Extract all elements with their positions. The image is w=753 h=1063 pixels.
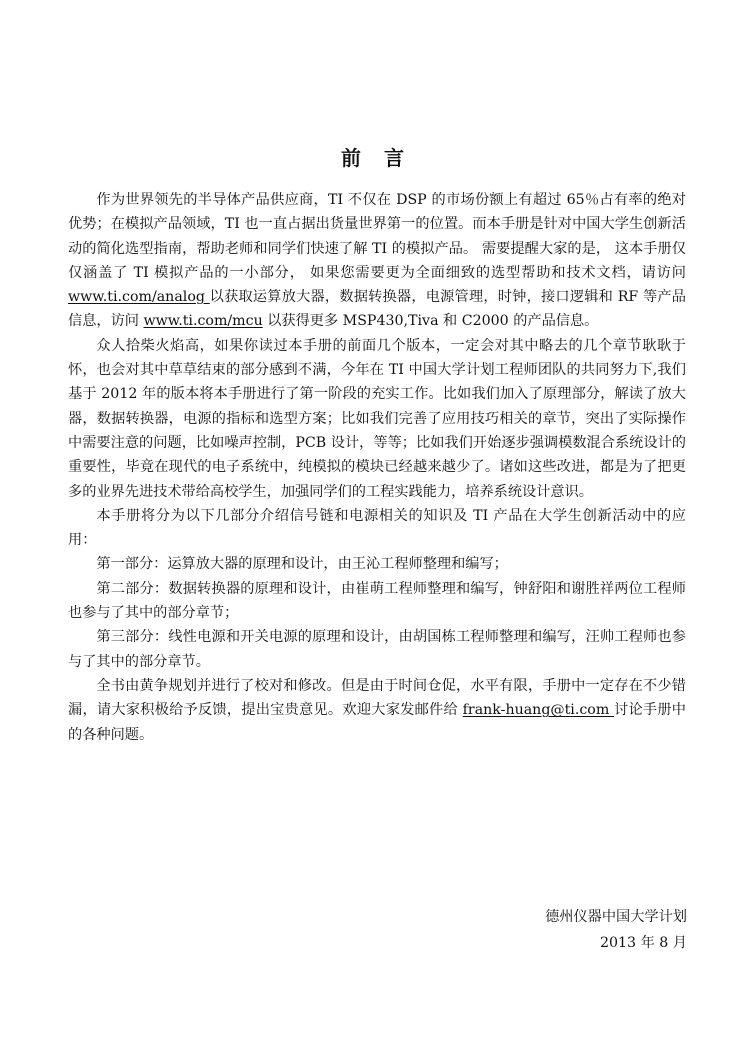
paragraph-feedback — [68, 674, 686, 747]
signature-block — [545, 904, 687, 956]
paragraph-part-one: 第一部分：运算放大器的原理和设计，由王沁工程师整理和编写； — [96, 556, 508, 573]
paragraph-intro-text-2: 以获取运算放大器，数据转换器，电源管理，时钟，接口逻辑和 RF 等产品信息，访问 — [68, 289, 686, 330]
signature-organization: 德州仪器中国大学计划 — [545, 909, 687, 925]
paragraph-intro-text-1: 作为世界领先的半导体产品供应商，TI 不仅在 DSP 的市场份额上有超过 65％占有率的绝对优势；在模拟产品领域，TI 也一直占据出货量世界第一的位置。而本手册是针对中国大学生创新活动的简化选型指南，帮助老师和同学们快速了解 TI 的模拟产品。 需要提醒大家的是， 这本手册仅仅涵盖了 TI 模拟产品的一小部分， 如果您需要更为全面细致的选型帮助和技术文档，请访问 — [68, 192, 686, 281]
paragraph-improvements: 众人拾柴火焰高，如果你读过本手册的前面几个版本，一定会对其中略去的几个章节耿耿于怀，也会对其中草草结束的部分感到不满，今年在 TI 中国大学计划工程师团队的共同努力下,我们基于 2012 年的版本将本手册进行了第一阶段的充实工作。比如我们加入了原理部分，解读了放大器，数据转换器，电源的指标和选型方案；比如我们完善了应用技巧相关的章节，突出了实际操作中需要注意的问题，比如噪声控制，PCB 设计，等等；比如我们开始逐步强调模数混合系统设计的重要性，毕竟在现代的电子系统中，纯模拟的模块已经越来越少了。诸如这些改进，都是为了把更多的业界先进技术带给高校学生，加强同学们的工程实践能力，培养系统设计意识。 — [68, 337, 686, 500]
paragraph-part-two: 第二部分：数据转换器的原理和设计，由崔萌工程师整理和编写，钟舒阳和谢胜祥两位工程师也参与了其中的部分章节； — [68, 580, 686, 622]
preface-body — [68, 188, 686, 747]
email-link[interactable]: frank-huang@ti.com — [462, 702, 615, 719]
paragraph-structure: 本手册将分为以下几部分介绍信号链和电源相关的知识及 TI 产品在大学生创新活动中的应用： — [68, 507, 686, 549]
paragraph-part-three: 第三部分：线性电源和开关电源的原理和设计，由胡国栋工程师整理和编写，汪帅工程师也参与了其中的部分章节。 — [68, 629, 686, 670]
signature-date: 2013 年 8 月 — [599, 935, 687, 951]
mcu-link[interactable]: www.ti.com/mcu — [143, 313, 263, 330]
paragraph-feedback-text-2: 讨论手册中的各种问题。 — [68, 702, 686, 743]
paragraph-intro-text-3: 以获得更多 MSP430,Tiva 和 C2000 的产品信息。 — [262, 313, 599, 330]
analog-link[interactable]: www.ti.com/analog — [68, 289, 210, 306]
paragraph-feedback-text-1: 全书由黄争规划并进行了校对和修改。但是由于时间仓促，水平有限，手册中一定存在不少错漏，请大家积极给予反馈，提出宝贵意见。欢迎大家发邮件给 — [68, 677, 686, 719]
page-title: 前 言 — [341, 146, 412, 170]
paragraph-intro — [68, 188, 686, 334]
